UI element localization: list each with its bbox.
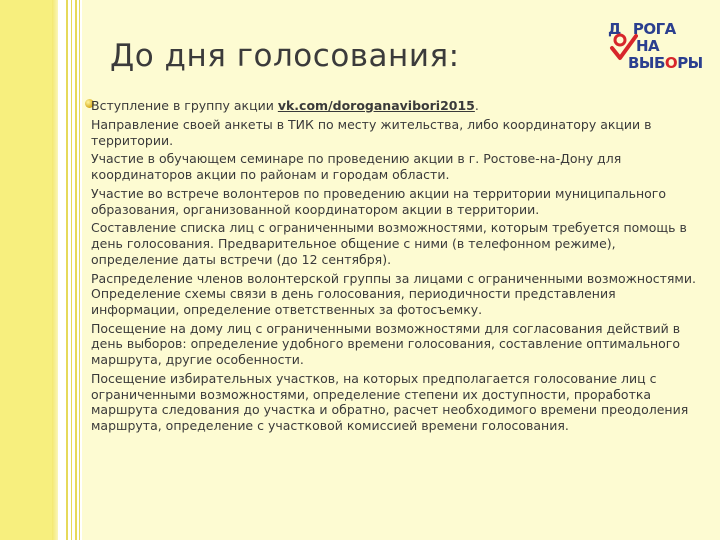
checklist (91, 98, 696, 437)
campaign-logo (600, 14, 703, 76)
list-item (91, 98, 696, 114)
list-item: Распределение членов волонтерской группы за лицами с ограниченными возможностями. Определение схемы связи в день голосования, периодичности представления информации, определение ответственных за фотосъемку. (91, 270, 696, 317)
list-item: Составление списка лиц с ограниченными возможностями, которым требуется помощь в день голосования. Предварительное общение с ними (в телефонном режиме), определение даты встречи (до 12 сентября). (91, 220, 687, 267)
left-band-edge (52, 0, 58, 540)
list-item-text: Вступление в группу акции (91, 98, 278, 113)
list-item: Посещение на дому лиц с ограниченными возможностями для согласования действий в день выборов: определение удобного времени голосования, составление оптимального маршрута, другие особенности. (91, 320, 681, 368)
left-decorative-band (0, 0, 52, 540)
list-item: Участие в обучающем семинаре по проведению акции в г. Ростове-на-Дону для координаторов акции по районам и городам области. (91, 151, 622, 182)
slide-title: До дня голосования: (110, 38, 460, 74)
decorative-stripes (66, 0, 82, 540)
logo-line-1: Д РОГА (608, 20, 676, 38)
list-item-suffix: . (474, 98, 479, 113)
logo-line-2: НА (636, 37, 660, 55)
logo-line-3: ВЫБОРЫ (628, 54, 703, 72)
list-item: Направление своей анкеты в ТИК по месту жительства, либо координатору акции в территории. (91, 116, 652, 148)
list-item: Участие во встрече волонтеров по проведению акции на территории муниципального образования, организованной координатором акции в территории. (91, 185, 667, 217)
vk-group-link[interactable]: vk.com/doroganavibori2015 (277, 98, 475, 113)
list-item: Посещение избирательных участков, на которых предполагается голосование лиц с ограниченными возможностями, определение степени их доступности, проработка маршрута следования до участка и обратно, расчет необходимого времени преодоления маршрута, определение с участковой комиссией времени голосования. (91, 370, 689, 434)
